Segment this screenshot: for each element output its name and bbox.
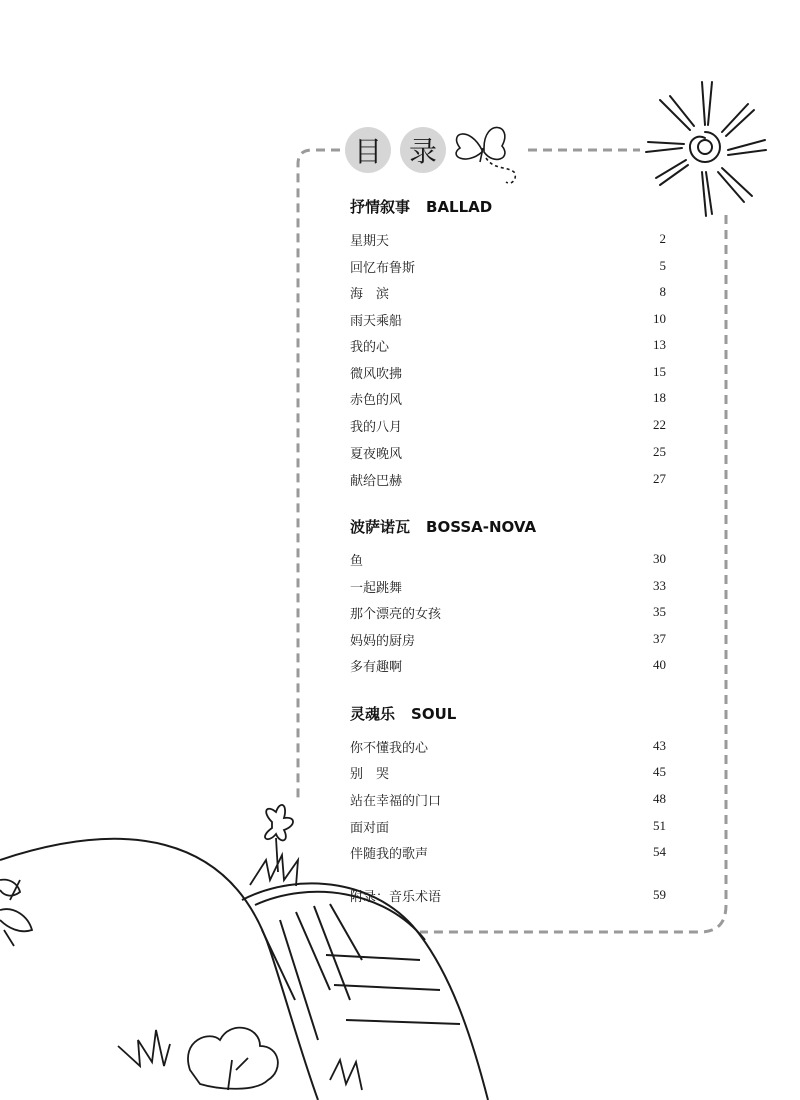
entry-title: 多有趣啊: [350, 659, 403, 675]
toc-entry[interactable]: [350, 442, 666, 462]
toc-entry[interactable]: [350, 362, 666, 382]
entry-title: 一起跳舞: [350, 580, 403, 596]
entry-page: 22: [653, 417, 666, 432]
plant-icon: [0, 880, 32, 946]
entry-page: 10: [653, 311, 666, 326]
section-title-en: SOUL: [411, 705, 457, 723]
entry-title: 献给巴赫: [350, 473, 403, 489]
toc-entry[interactable]: [350, 415, 666, 435]
toc-entry[interactable]: [350, 229, 666, 249]
entry-title: 微风吹拂: [350, 366, 403, 382]
entry-title: 别 哭: [350, 766, 390, 782]
entry-page: 33: [653, 578, 666, 593]
section-title-en: BALLAD: [426, 198, 493, 216]
section-title-soul: [350, 703, 456, 724]
entry-page: 54: [653, 844, 666, 859]
entry-page: 40: [653, 657, 666, 672]
toc-entry[interactable]: [350, 469, 666, 489]
toc-entry[interactable]: [350, 282, 666, 302]
section-title-ballad: [350, 196, 492, 217]
entry-title: 回忆布鲁斯: [350, 260, 416, 276]
entry-title: 伴随我的歌声: [350, 846, 429, 862]
toc-entry[interactable]: [350, 335, 666, 355]
entry-title: 妈妈的厨房: [350, 633, 416, 649]
toc-entry[interactable]: [350, 388, 666, 408]
entry-page: 59: [653, 887, 666, 902]
section-title-en: BOSSA-NOVA: [426, 518, 537, 536]
entry-page: 15: [653, 364, 666, 379]
toc-entry[interactable]: [350, 549, 666, 569]
entry-title: 你不懂我的心: [350, 740, 429, 756]
toc-entry[interactable]: [350, 842, 666, 862]
entry-title: 赤色的风: [350, 392, 403, 408]
toc-entry[interactable]: [350, 816, 666, 836]
butterfly-icon: [456, 127, 515, 183]
entry-page: 18: [653, 390, 666, 405]
entry-title: 面对面: [350, 820, 390, 836]
toc-entry[interactable]: [350, 309, 666, 329]
section-title-cn: 波萨诺瓦: [350, 518, 411, 536]
entry-page: 2: [659, 231, 666, 246]
toc-entry[interactable]: [350, 655, 666, 675]
entry-page: 35: [653, 604, 666, 619]
toc-entry-appendix[interactable]: [350, 885, 666, 905]
entry-page: 5: [659, 258, 666, 273]
entry-title: 附录：音乐术语: [350, 889, 442, 905]
flower-icon: [250, 805, 298, 886]
section-title-cn: 灵魂乐: [350, 705, 396, 723]
entry-title: 我的八月: [350, 419, 403, 435]
entry-page: 51: [653, 818, 666, 833]
toc-entry[interactable]: [350, 576, 666, 596]
toc-entry[interactable]: [350, 789, 666, 809]
entry-title: 夏夜晚风: [350, 446, 403, 462]
entry-title: 我的心: [350, 339, 390, 355]
entry-title: 海 滨: [350, 286, 390, 302]
entry-page: 27: [653, 471, 666, 486]
toc-entry[interactable]: [350, 762, 666, 782]
bush-illustration: [118, 1028, 362, 1090]
toc-entry[interactable]: [350, 629, 666, 649]
entry-page: 48: [653, 791, 666, 806]
sun-icon: [646, 82, 766, 216]
entry-title: 站在幸福的门口: [350, 793, 442, 809]
toc-entry[interactable]: [350, 602, 666, 622]
section-title-cn: 抒情叙事: [350, 198, 411, 216]
entry-page: 43: [653, 738, 666, 753]
entry-title: 雨天乘船: [350, 313, 403, 329]
entry-page: 30: [653, 551, 666, 566]
entry-page: 45: [653, 764, 666, 779]
section-title-bossa-nova: [350, 516, 536, 537]
entry-page: 25: [653, 444, 666, 459]
toc-title-char: 录: [400, 127, 446, 173]
entry-title: 那个漂亮的女孩: [350, 606, 442, 622]
entry-title: 星期天: [350, 233, 390, 249]
toc-entry[interactable]: [350, 256, 666, 276]
toc-entry[interactable]: [350, 736, 666, 756]
entry-page: 13: [653, 337, 666, 352]
toc-title-char: 目: [345, 127, 391, 173]
entry-title: 鱼: [350, 553, 364, 569]
entry-page: 37: [653, 631, 666, 646]
entry-page: 8: [659, 284, 666, 299]
